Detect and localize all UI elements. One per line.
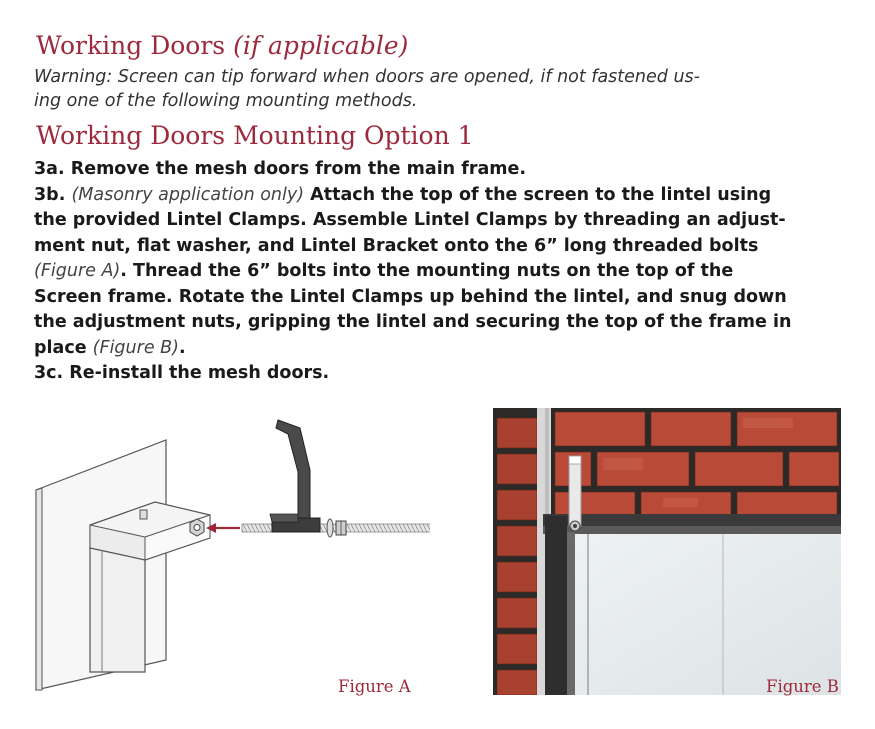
step-3b-text-4: . Thread the 6” bolts into the mounting nuts on the top of the [120, 261, 734, 281]
step-3b-line-2: the provided Lintel Clamps. Assemble Lintel Clamps by threading an adjust- [34, 210, 786, 230]
warning-line-2: ing one of the following mounting methods. [34, 91, 418, 111]
step-3b-line-5: Screen frame. Rotate the Lintel Clamps up behind the lintel, and snug down [34, 286, 787, 307]
figure-a-label: Figure A [338, 677, 411, 696]
lintel-clamp [569, 456, 581, 531]
step-3b-text-1: Attach the top of the screen to the lintel using [304, 184, 772, 205]
direction-arrow [206, 523, 240, 533]
washer-and-adjustment-nut [327, 519, 346, 537]
figure-b-label: Figure B [766, 677, 839, 696]
step-3b-line-4 [34, 259, 849, 285]
figure-a-reference: (Figure A) [34, 261, 121, 281]
figure-b-photo [493, 408, 841, 695]
step-3b-note: (Masonry application only) [71, 184, 305, 205]
step-3b-line-7 [34, 336, 849, 362]
section-heading [36, 31, 408, 61]
section-heading-qualifier: (if applicable) [233, 31, 409, 60]
step-3b-line-6: the adjustment nuts, gripping the lintel and securing the top of the frame in [34, 312, 792, 332]
figure-a-illustration [30, 410, 430, 710]
warning-line-1: Warning: Screen can tip forward when doors are opened, if not fastened us- [34, 67, 700, 87]
lintel-bracket [270, 420, 320, 532]
section-heading-main: Working Doors [36, 31, 226, 60]
figure-b-reference: (Figure B) [92, 337, 179, 358]
option-heading: Working Doors Mounting Option 1 [36, 121, 474, 150]
step-3b-line-1 [34, 183, 849, 209]
step-3a: 3a. Remove the mesh doors from the main frame. [34, 159, 527, 179]
screen-glass [565, 533, 841, 695]
step-3b-text-7b: . [178, 337, 186, 358]
step-3b-line-3: ment nut, flat washer, and Lintel Bracket onto the 6” long threaded bolts [34, 235, 759, 256]
warning-text [34, 65, 834, 113]
step-3b-text-7a: place [34, 337, 93, 358]
step-3b-number: 3b. [34, 184, 72, 205]
mounting-nut [190, 519, 204, 536]
steps-list [34, 157, 849, 387]
step-3c: 3c. Re-install the mesh doors. [34, 363, 330, 383]
